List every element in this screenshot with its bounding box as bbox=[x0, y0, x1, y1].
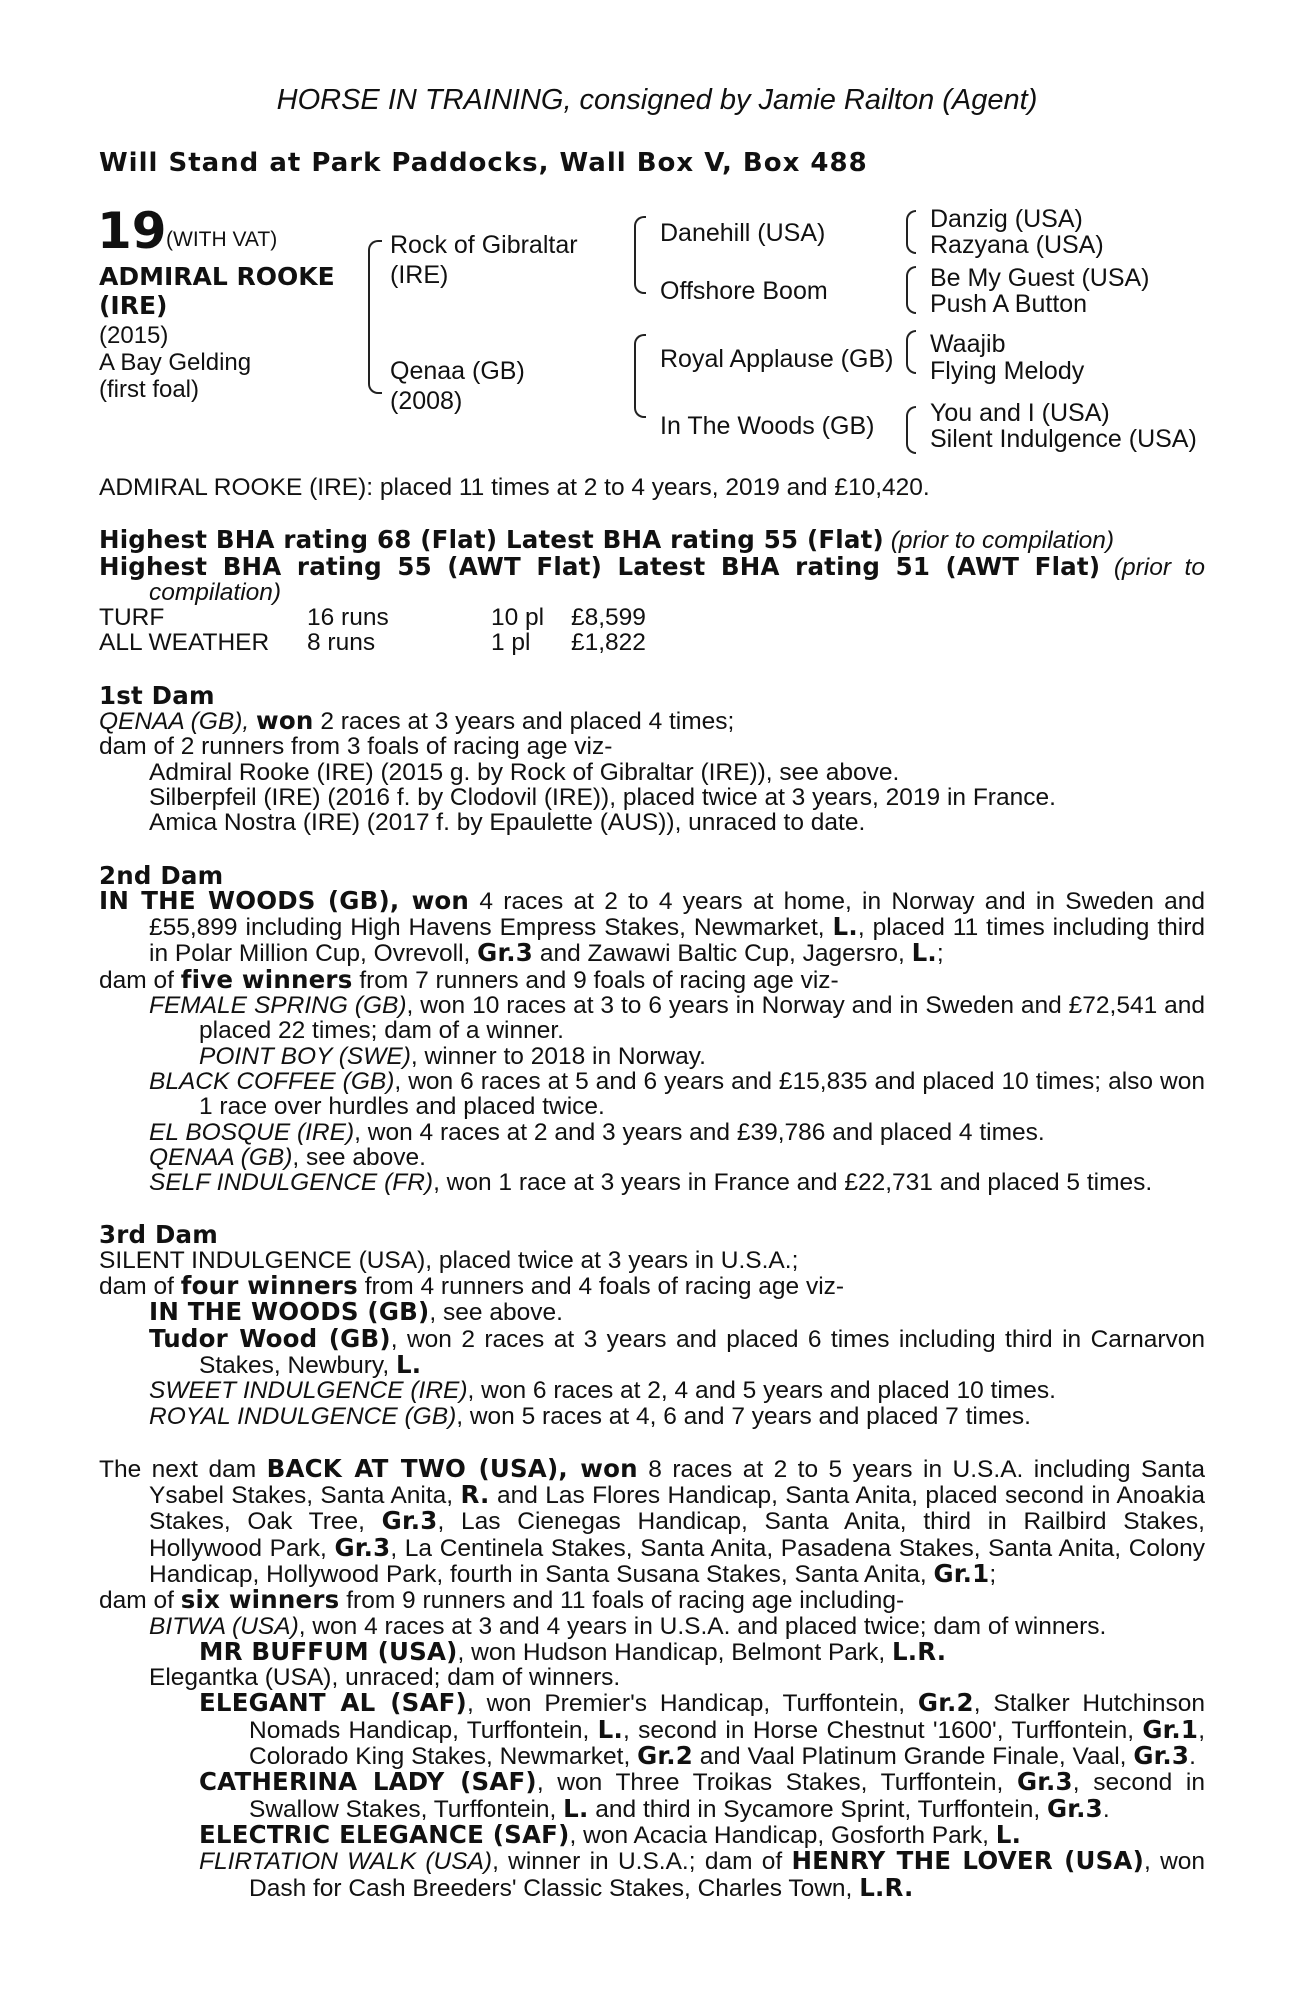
pedigree-dam-sire: Royal Applause (GB) bbox=[660, 345, 894, 373]
produce-item: Amica Nostra (IRE) (2017 f. by Epaulette (AUS)), unraced to date. bbox=[149, 809, 866, 837]
consignor-header: HORSE IN TRAINING, consigned by Jamie Railton (Agent) bbox=[276, 84, 1038, 116]
first-dam-line: QENAA (GB), won 2 races at 3 years and placed 4 times; bbox=[99, 706, 735, 736]
second-dam-line: IN THE WOODS (GB), won 4 races at 2 to 4 years at home, in Norway and in Sweden and £55,899 including High Havens Empress Stakes, Newmarket, L., placed 11 times including third in Polar Million Cup, Ovrevoll, Gr.3 and Zawawi Baltic Cup, Jagersro, L.; bbox=[99, 885, 1206, 968]
rating-line-2: Highest BHA rating 55 (AWT Flat) Latest BHA rating 51 (AWT Flat) (prior to compilation) bbox=[99, 551, 1205, 606]
produce-item: Tudor Wood (GB), won 2 races at 3 years and placed 6 times including third in Carnarvon Stakes, Newbury, L. bbox=[149, 1323, 1205, 1379]
next-dam-produce: dam of six winners from 9 runners and 11 foals of racing age including- bbox=[99, 1585, 905, 1615]
produce-item: CATHERINA LADY (SAF), won Three Troikas Stakes, Turffontein, Gr.3, second in Swallow Stakes, Turffontein, L. and third in Sycamore Sprint, Turffontein, Gr.3. bbox=[199, 1767, 1206, 1823]
first-dam-produce: dam of 2 runners from 3 foals of racing age viz- bbox=[99, 733, 613, 761]
pedigree-ddd: Silent Indulgence (USA) bbox=[930, 425, 1197, 453]
stat-surface: TURF bbox=[99, 604, 165, 632]
produce-item: EL BOSQUE (IRE), won 4 races at 2 and 3 years and £39,786 and placed 4 times. bbox=[149, 1118, 1045, 1146]
next-dam-line: The next dam BACK AT TWO (USA), won 8 races at 2 to 5 years in U.S.A. including Santa Ysabel Stakes, Santa Anita, R. and Las Flores Handicap, Santa Anita, placed second in Anoakia Stakes, Oak Tree, Gr.3, Las Cienegas Handicap, Santa Anita, third in Railbird Stakes, Hollywood Park, Gr.3, La Centinela Stakes, Santa Anita, Pasadena Stakes, Santa Anita, Colony Handicap, Hollywood Park, fourth in Santa Susana Stakes, Santa Anita, Gr.1; bbox=[99, 1453, 1206, 1588]
stat-runs: 16 runs bbox=[307, 604, 389, 632]
third-dam-line: SILENT INDULGENCE (USA), placed twice at 3 years in U.S.A.; bbox=[99, 1246, 799, 1274]
produce-item: ELEGANT AL (SAF), won Premier's Handicap, Turffontein, Gr.2, Stalker Hutchinson Nomads Handicap, Turffontein, L., second in Horse Chestnut '1600', Turffontein, Gr.1, Colorado King Stakes, Newmarket, Gr.2 and Vaal Platinum Grande Finale, Vaal, Gr.3. bbox=[199, 1688, 1205, 1771]
stat-surface: ALL WEATHER bbox=[99, 629, 270, 657]
third-dam-produce: dam of four winners from 4 runners and 4 foals of racing age viz- bbox=[99, 1271, 845, 1301]
produce-item: BITWA (USA), won 4 races at 3 and 4 years in U.S.A. and placed twice; dam of winners. bbox=[149, 1612, 1107, 1640]
produce-item: FEMALE SPRING (GB), won 10 races at 3 to 6 years in Norway and in Sweden and £72,541 and placed 22 times; dam of a winner. bbox=[149, 992, 1206, 1045]
produce-item: BLACK COFFEE (GB), won 6 races at 5 and 6 years and £15,835 and placed 10 times; also won 1 race over hurdles and placed twice. bbox=[149, 1067, 1205, 1121]
pedigree-sire: Rock of Gibraltar bbox=[390, 231, 578, 259]
brace-gen2-sire bbox=[634, 216, 646, 294]
third-dam-heading: 3rd Dam bbox=[99, 1220, 218, 1250]
brace-gen3-4 bbox=[906, 406, 916, 454]
pedigree-sss: Danzig (USA) bbox=[930, 205, 1083, 233]
produce-item: POINT BOY (SWE), winner to 2018 in Norway. bbox=[199, 1042, 706, 1070]
race-record-table bbox=[99, 605, 1205, 656]
second-dam-heading: 2nd Dam bbox=[99, 860, 224, 890]
pedigree-dss: Waajib bbox=[930, 330, 1006, 358]
produce-item: IN THE WOODS (GB), see above. bbox=[149, 1297, 563, 1327]
brace-gen3-3 bbox=[906, 330, 916, 374]
produce-item: QENAA (GB), see above. bbox=[149, 1143, 426, 1171]
produce-item: ELECTRIC ELEGANCE (SAF), won Acacia Handicap, Gosforth Park, L. bbox=[199, 1819, 1022, 1849]
pedigree-dam-year: (2008) bbox=[390, 387, 463, 415]
pedigree-sds: Be My Guest (USA) bbox=[930, 264, 1150, 292]
pedigree-ssd: Razyana (USA) bbox=[930, 231, 1104, 259]
horse-name-line1: ADMIRAL ROOKE bbox=[99, 262, 335, 291]
brace-gen3-2 bbox=[906, 266, 916, 314]
first-dam-heading: 1st Dam bbox=[99, 680, 215, 710]
pedigree-sire-sire: Danehill (USA) bbox=[660, 219, 826, 247]
stat-runs: 8 runs bbox=[307, 629, 376, 657]
rating-line-1: Highest BHA rating 68 (Flat) Latest BHA rating 55 (Flat) (prior to compilation) bbox=[99, 525, 1115, 555]
brace-gen2-dam bbox=[634, 334, 646, 418]
pedigree-sire-dam: Offshore Boom bbox=[660, 277, 828, 305]
produce-item: Admiral Rooke (IRE) (2015 g. by Rock of Gibraltar (IRE)), see above. bbox=[149, 758, 900, 786]
horse-name bbox=[99, 262, 359, 320]
produce-item: FLIRTATION WALK (USA), winner in U.S.A.; dam of HENRY THE LOVER (USA), won Dash for Cash Breeders' Classic Stakes, Charles Town, L.R. bbox=[199, 1846, 1206, 1902]
race-summary: ADMIRAL ROOKE (IRE): placed 11 times at 2 to 4 years, 2019 and £10,420. bbox=[99, 474, 930, 501]
foal-note: (first foal) bbox=[99, 376, 200, 403]
catalogue-body bbox=[99, 475, 1205, 1901]
pedigree-sdd: Push A Button bbox=[930, 290, 1088, 318]
produce-item: SELF INDULGENCE (FR), won 1 race at 3 years in France and £22,731 and placed 5 times. bbox=[149, 1169, 1153, 1197]
brace-gen3-1 bbox=[906, 210, 916, 254]
stat-money: £8,599 bbox=[571, 604, 646, 632]
pedigree-dds: You and I (USA) bbox=[930, 399, 1110, 427]
pedigree-dam: Qenaa (GB) bbox=[390, 357, 525, 385]
stable-location: Will Stand at Park Paddocks, Wall Box V, Box 488 bbox=[99, 148, 868, 178]
foaling-year: (2015) bbox=[99, 322, 169, 349]
horse-details bbox=[99, 322, 251, 403]
produce-item: Silberpfeil (IRE) (2016 f. by Clodovil (IRE)), placed twice at 3 years, 2019 in France. bbox=[149, 783, 1056, 811]
horse-description: A Bay Gelding bbox=[99, 349, 252, 376]
stat-placed: 10 pl bbox=[491, 604, 545, 632]
produce-item: SWEET INDULGENCE (IRE), won 6 races at 2, 4 and 5 years and placed 10 times. bbox=[149, 1377, 1056, 1405]
stat-placed: 1 pl bbox=[491, 629, 531, 657]
produce-item: Elegantka (USA), unraced; dam of winners. bbox=[149, 1664, 621, 1692]
horse-name-line2: (IRE) bbox=[99, 291, 168, 320]
vat-note: (WITH VAT) bbox=[166, 228, 278, 251]
produce-item: ROYAL INDULGENCE (GB), won 5 races at 4, 6 and 7 years and placed 7 times. bbox=[149, 1402, 1031, 1430]
stat-money: £1,822 bbox=[571, 629, 646, 657]
lot-number: 19 bbox=[97, 202, 167, 260]
produce-item: MR BUFFUM (USA), won Hudson Handicap, Belmont Park, L.R. bbox=[199, 1636, 947, 1666]
second-dam-produce: dam of five winners from 7 runners and 9 foals of racing age viz- bbox=[99, 964, 839, 994]
pedigree-dsd: Flying Melody bbox=[930, 357, 1085, 385]
pedigree-dam-dam: In The Woods (GB) bbox=[660, 412, 875, 440]
brace-gen1 bbox=[368, 240, 382, 394]
pedigree-sire-suffix: (IRE) bbox=[390, 261, 449, 289]
